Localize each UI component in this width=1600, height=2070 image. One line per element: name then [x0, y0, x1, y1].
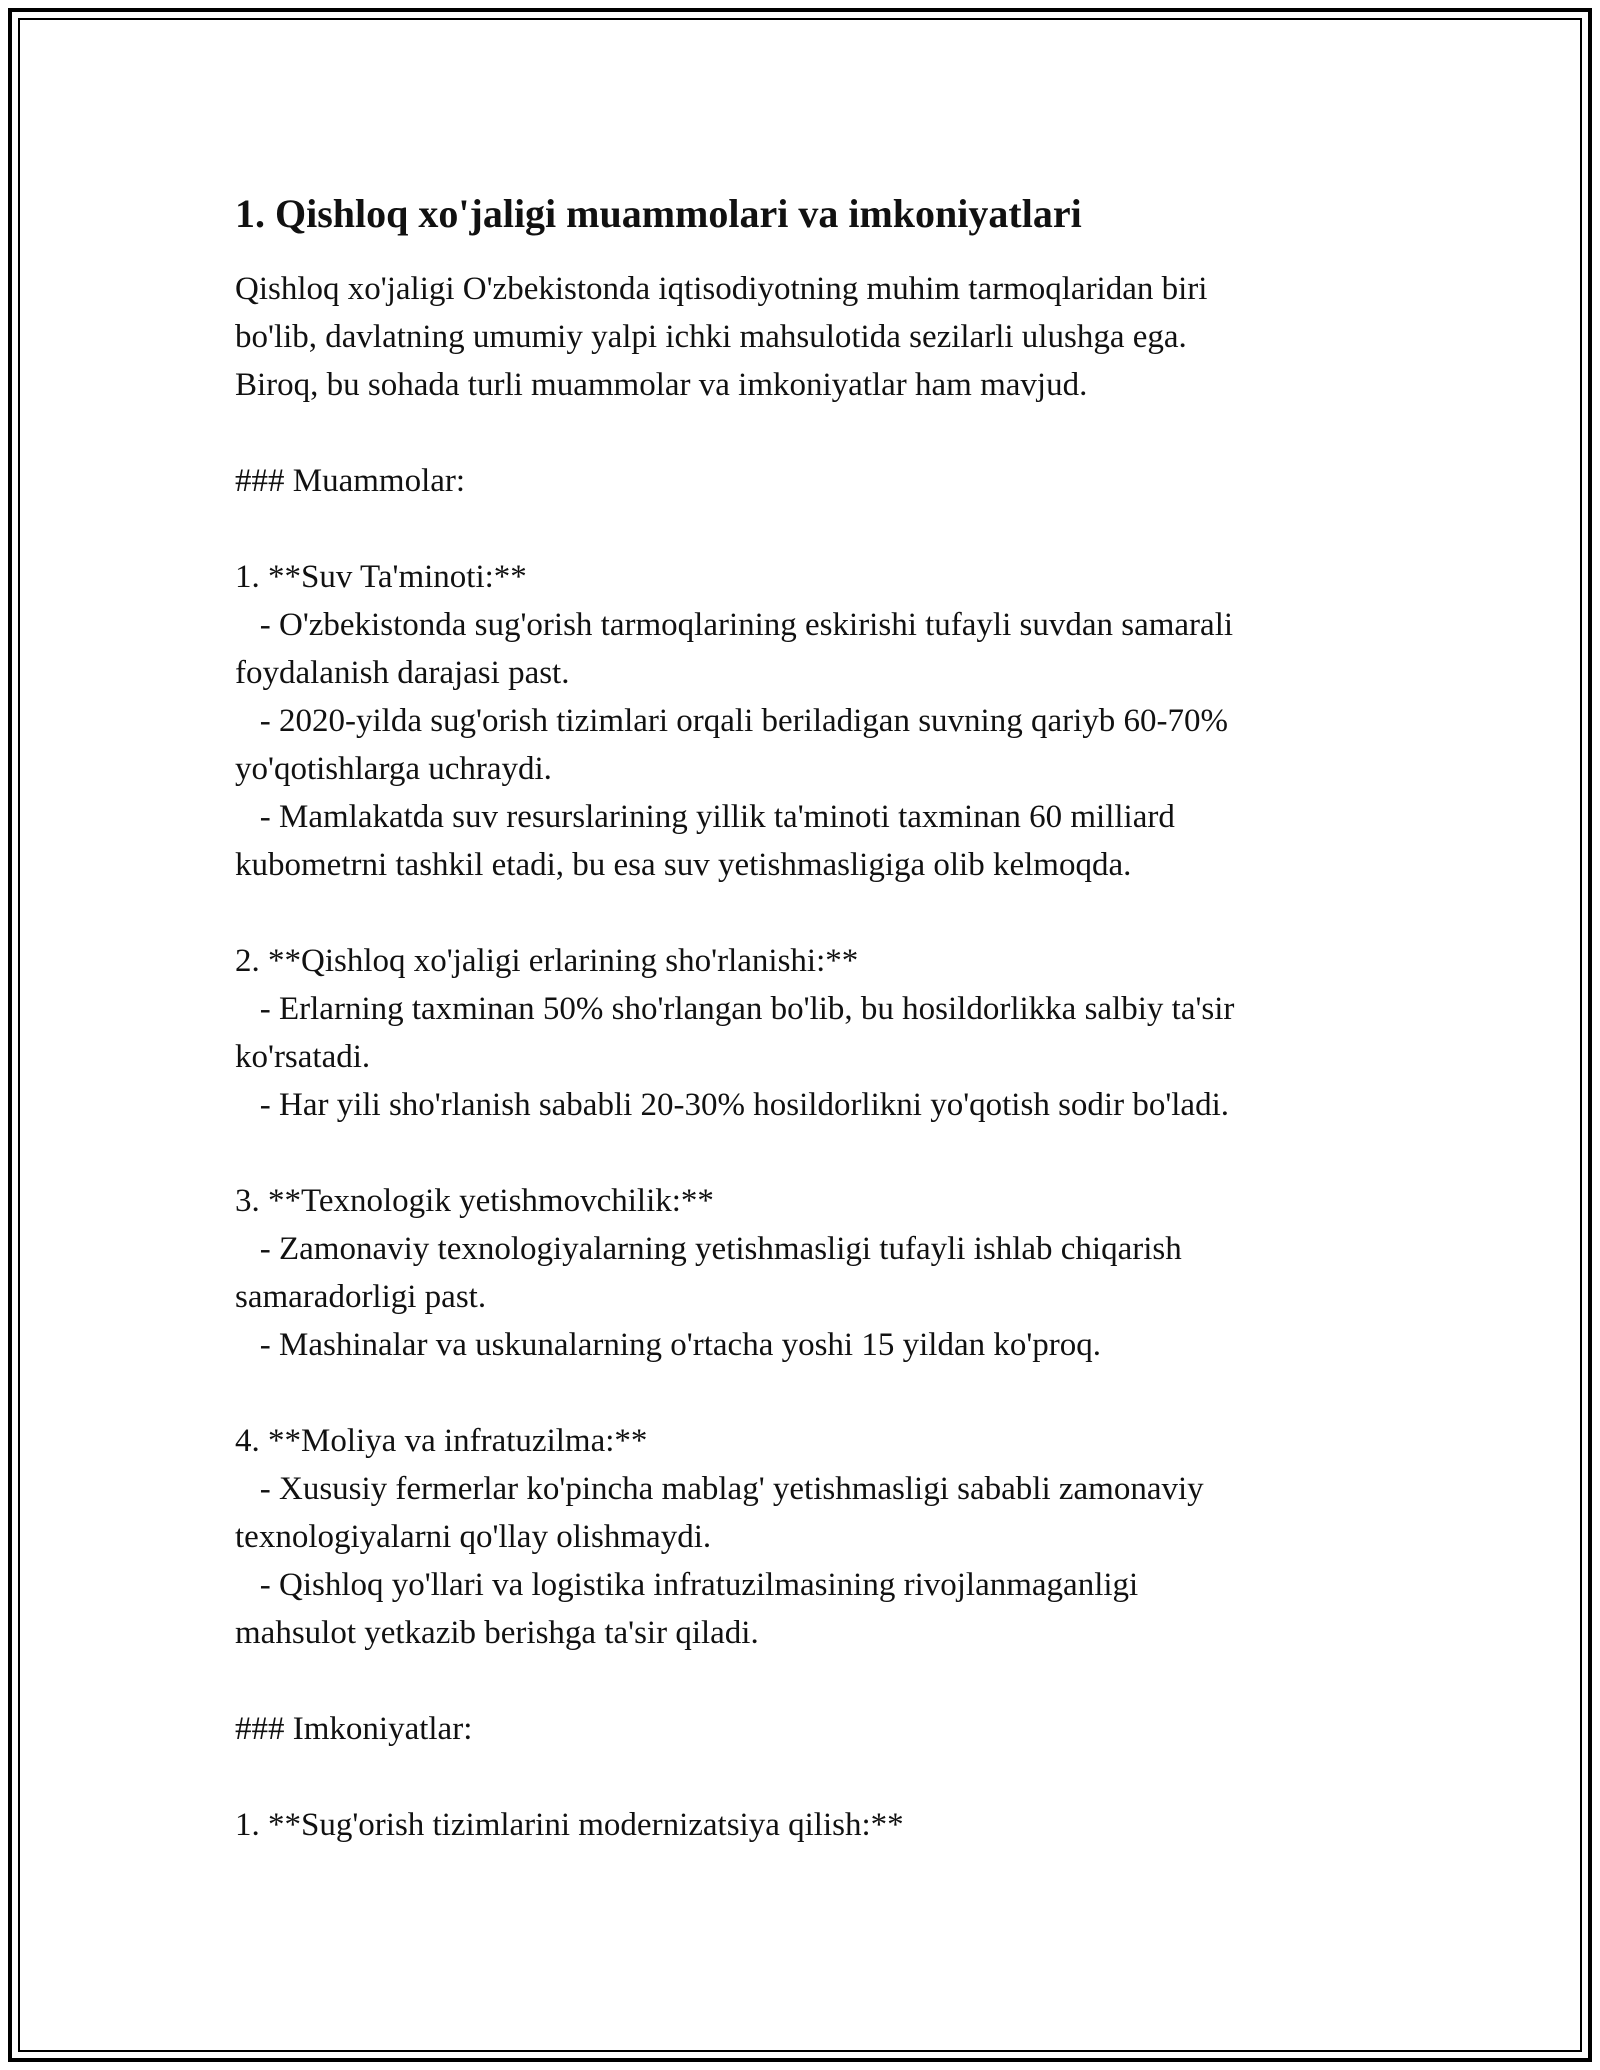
blank-line: [235, 505, 1365, 553]
text-line: texnologiyalarni qo'llay olishmaydi.: [235, 1519, 712, 1555]
text-line: kubometrni tashkil etadi, bu esa suv yetishmasligiga olib kelmoqda.: [235, 847, 1132, 883]
blank-line: [235, 1129, 1365, 1177]
text-line: mahsulot yetkazib berishga ta'sir qiladi.: [235, 1615, 759, 1651]
text-line: 2. **Qishloq xo'jaligi erlarining sho'rlanishi:**: [235, 943, 859, 979]
text-line: foydalanish darajasi past.: [235, 655, 570, 691]
text-line: Qishloq xo'jaligi O'zbekistonda iqtisodiyotning muhim tarmoqlaridan biri: [235, 271, 1208, 307]
text-line: - Erlarning taxminan 50% sho'rlangan bo'lib, bu hosildorlikka salbiy ta'sir: [235, 991, 1235, 1027]
text-line: 4. **Moliya va infratuzilma:**: [235, 1423, 648, 1459]
text-line: 1. **Suv Ta'minoti:**: [235, 559, 527, 595]
text-line: - 2020-yilda sug'orish tizimlari orqali beriladigan suvning qariyb 60-70%: [235, 703, 1228, 739]
text-line: Biroq, bu sohada turli muammolar va imkoniyatlar ham mavjud.: [235, 367, 1088, 403]
blank-line: [235, 409, 1365, 457]
text-line: - Mashinalar va uskunalarning o'rtacha yoshi 15 yildan ko'proq.: [235, 1327, 1102, 1363]
document-title: 1. Qishloq xo'jaligi muammolari va imkoniyatlari: [235, 191, 1082, 236]
document-body: [235, 185, 1365, 1849]
text-line: bo'lib, davlatning umumiy yalpi ichki mahsulotida sezilarli ulushga ega.: [235, 319, 1187, 355]
text-line: ### Muammolar:: [235, 463, 466, 499]
text-line: samaradorligi past.: [235, 1279, 487, 1315]
text-line: ### Imkoniyatlar:: [235, 1711, 473, 1747]
text-line: yo'qotishlarga uchraydi.: [235, 751, 552, 787]
text-line: - Xususiy fermerlar ko'pincha mablag' yetishmasligi sababli zamonaviy: [235, 1471, 1204, 1507]
blank-line: [235, 889, 1365, 937]
document-text: [235, 265, 1365, 1849]
text-line: - O'zbekistonda sug'orish tarmoqlarining eskirishi tufayli suvdan samarali: [235, 607, 1234, 643]
blank-line: [235, 1657, 1365, 1705]
blank-line: [235, 1753, 1365, 1801]
blank-line: [235, 1369, 1365, 1417]
text-line: - Qishloq yo'llari va logistika infratuzilmasining rivojlanmaganligi: [235, 1567, 1139, 1603]
text-line: - Har yili sho'rlanish sababli 20-30% hosildorlikni yo'qotish sodir bo'ladi.: [235, 1087, 1229, 1123]
text-line: ko'rsatadi.: [235, 1039, 371, 1075]
text-line: - Zamonaviy texnologiyalarning yetishmasligi tufayli ishlab chiqarish: [235, 1231, 1182, 1267]
text-line: 1. **Sug'orish tizimlarini modernizatsiya qilish:**: [235, 1807, 904, 1843]
text-line: - Mamlakatda suv resurslarining yillik ta'minoti taxminan 60 milliard: [235, 799, 1175, 835]
text-line: 3. **Texnologik yetishmovchilik:**: [235, 1183, 714, 1219]
